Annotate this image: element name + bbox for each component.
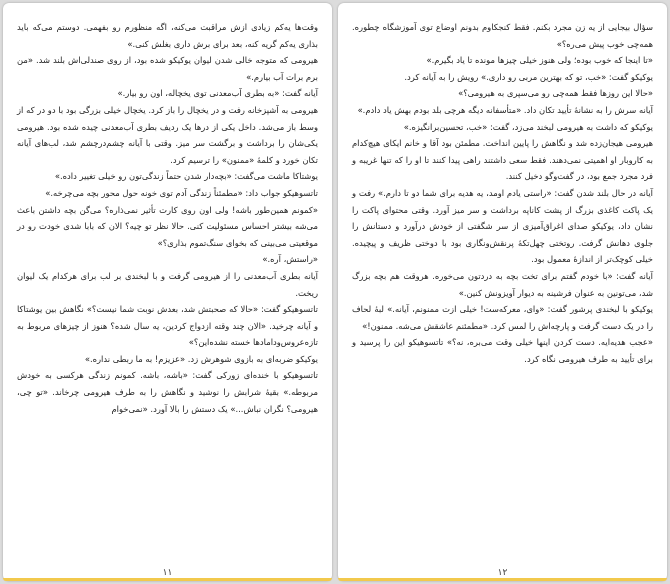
paragraph: یوکیکو که داشت به هیرومی لبخند می‌زد، گفت: «خب، تحسین‌برانگیزه.» — [403, 121, 653, 132]
page-bottom-bar — [338, 578, 667, 581]
left-page — [3, 3, 332, 581]
paragraph: «تا اینجا که خوب بوده؛ ولی هنوز خیلی چیزها مونده تا یاد بگیرم.» — [426, 55, 653, 66]
right-page-text — [352, 19, 653, 367]
paragraph: یوکیکو با لبخندی پرشور گفت: «وای، معرکه‌ست! خیلی ازت ممنونم، آیانه.» لبهٔ لحاف را در یک دست گرفت و پارچه‌اش را لمس کرد. «مطمئنم عاشقش می‌شه. ممنون!» — [352, 304, 653, 331]
page-bottom-bar — [3, 578, 332, 581]
paragraph: آیانه سرش را به نشانهٔ تأیید تکان داد. «متأسفانه دیگه هرچی بلد بودم بهش یاد دادم.» — [357, 104, 653, 115]
paragraph: سؤال بیجایی از یه زن مجرد بکنم. فقط کنجکاوم بدونم اوضاع توی آموزشگاه چطوره. همه‌چی خوب پیش می‌ره؟» — [352, 22, 653, 49]
paragraph: یوکیکو گفت: «خب، تو که بهترین مربی رو داری.» رویش را به آیانه کرد. — [404, 71, 653, 82]
paragraph: تاتسوهیکو گفت: «حالا که صحبتش شد، بعدش نوبت شما نیست؟» نگاهش بین یوشتاکا و آیانه چرخید. «الان چند وقته ازدواج کردین، یه سال شده؟ هنوز از چیزهای مربوط به تازه‌عروس‌ودامادها خسته نشده‌این؟» — [17, 304, 318, 348]
paragraph: آیانه در حال بلند شدن گفت: «راستی یادم اومد، یه هدیه برای شما دو تا دارم.» رفت و یک پاکت کاغذی بزرگ از پشت کاناپه برداشت و سر میز آورد. وقتی محتوای پاکت را نشان داد، یوکیکو صدای اغراق‌آمیزی از سر شگفتی از خودش درآورد و دستانش را جلوی دهانش گرفت. روتختی چهل‌تکهٔ پرنقش‌ونگاری بود با دوختی ظریف و پیچیده. خیلی کوچک‌تر از اندازهٔ معمول بود. — [352, 187, 653, 265]
paragraph: تاتسوهیکو با خنده‌ای زورکی گفت: «باشه، باشه. کمونم زندگی هرکسی به خودش مربوطه.» بقیهٔ شرابش را نوشید و نگاهش را به طرف هیرومی چرخاند. «تو چی، هیرومی؟ نگران نباش...» یک دستش را بالا آورد. «نمی‌خوام — [17, 370, 318, 414]
paragraph: آیانه گفت: «با خودم گفتم برای تخت بچه به دردتون می‌خوره. هروقت هم بچه بزرگ شد، می‌تونین به عنوان فرشینه به دیوار آویزونش کنین.» — [352, 270, 653, 298]
paragraph: یوشتاکا ماشت می‌گفت: «بچه‌دار شدن حتماً زندگی‌تون رو خیلی تغییر داده.» — [54, 171, 318, 182]
paragraph: یوکیکو ضربه‌ای به بازوی شوهرش زد. «عزیزم! به ما ربطی نداره.» — [84, 353, 318, 364]
paragraph: هیرومی به آشپزخانه رفت و در یخچال را باز کرد. یخچال خیلی بزرگی بود با دو در که از وسط باز می‌شد. داخل یکی از درها یک ردیف بطری آب‌معدنی چیده شده بود. هیرومی یکی‌شان را برداشت و برگشت سر میز. وقتی با آیانه چشم‌درچشم شد، لب‌های آیانه تکان خورد و کلمهٔ «ممنون» را ترسیم کرد. — [17, 104, 318, 165]
paragraph: هیرومی که متوجه خالی شدن لیوان یوکیکو شده بود، از روی صندلی‌اش بلند شد. «من برم برات آب بیارم.» — [17, 55, 318, 82]
paragraph: «کمونم همین‌طور باشه! ولی اون روی کارت تأثیر نمی‌ذاره؟ می‌گن بچه داشتن باعث می‌شه بیشتر احساس مسئولیت کنی. حالا نظر تو چیه؟ الان که بابا شدی خودت رو در موقعیتی می‌بینی که بخوای سنگ‌تموم بذاری؟» — [17, 204, 318, 248]
paragraph: وقت‌ها یه‌کم زیادی ازش مراقبت می‌کنه، اگه منظورم رو بفهمی. دوستم می‌که باید بذاری یه‌کم گریه کنه، بعد برای برش داری بغلش کنی.» — [17, 22, 318, 49]
page-number: ۱۲ — [497, 568, 508, 578]
paragraph: آیانه بطری آب‌معدنی را از هیرومی گرفت و با لبخندی بر لب برای هرکدام یک لیوان ریخت. — [17, 270, 318, 298]
paragraph: «راستش، آره.» — [262, 254, 318, 265]
page-number: ۱۱ — [162, 568, 173, 578]
left-page-text — [17, 19, 318, 417]
right-page — [338, 3, 667, 581]
paragraph: آیانه گفت: «به بطری آب‌معدنی توی یخچاله، اون رو بیار.» — [117, 88, 318, 99]
paragraph: تاتسوهیکو جواب داد: «مطمئناً زندگی آدم توی خونه حول محور بچه می‌چرخه.» — [45, 187, 318, 198]
paragraph: «عجب هدیه‌ایه. دست کردن اینها خیلی وقت می‌بره، نه؟» تاتسوهیکو این را پرسید و برای تأیید به طرف هیرومی نگاه کرد. — [352, 337, 653, 364]
paragraph: هیرومی هیجان‌زده شد و نگاهش را پایین انداخت. مطمئن بود آقا و خانم ایکای هیچ‌کدام به کاروبار او اهمیتی نمی‌دهند. فقط سعی داشتند راهی پیدا کنند تا او را که تنها غریبه و فرد مجرد جمع بود، در گفت‌وگو دخیل کنند. — [352, 138, 653, 182]
paragraph: «حالا این روزها فقط همه‌چی رو می‌سپری به هیرومی؟» — [458, 88, 653, 99]
